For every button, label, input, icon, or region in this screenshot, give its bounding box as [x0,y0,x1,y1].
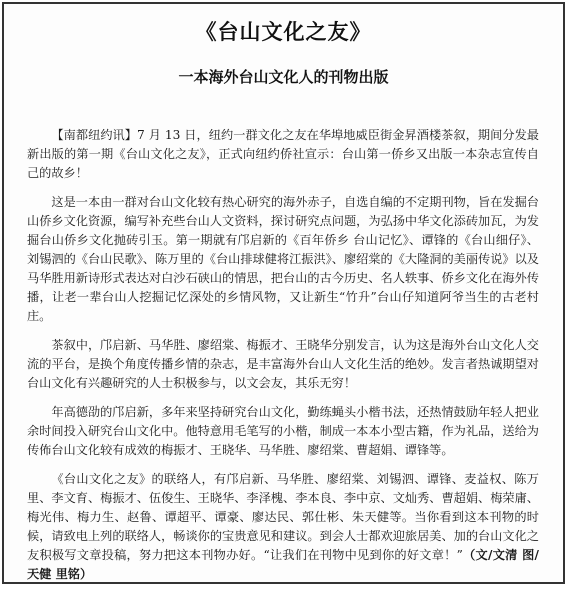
paragraph-1: 【南都纽约讯】7 月 13 日，纽约一群文化之友在华埠地威臣街金昇酒楼茶叙，期间分发最新出版的第一期《台山文化之友》，正式向纽约侨社宣示：台山第一侨乡又出版一本杂志宣传自己的故乡！ [27,128,539,180]
article-title: 《台山文化之友》 [195,19,372,44]
paragraph-5-text: 《台山文化之友》的联络人，有邝启新、马华胜、廖绍棠、刘锡泗、谭锋、麦益权、陈万里、李文育、梅振才、伍俊生、王晓华、李泽槐、李本良、李中京、文灿秀、曹超娟、梅荣庸、梅光伟、梅力生、赵鲁、谭超平、谭豪、廖达民、郭仕彬、朱天健等。当你看到这本刊物的时候，请致电上列的联络人，畅谈你的宝贵意见和建议。到会人士都欢迎旅居美、加的台山文化之友积极写文章投稿，努力把这本刊物办好。“让我们在刊物中见到你的好文章！” [27,472,539,562]
paragraph-3: 茶叙中，邝启新、马华胜、廖绍棠、梅振才、王晓华分别发言，认为这是海外台山文化人交流的平台，是换个角度传播乡情的杂志，是丰富海外台山人文化生活的绝妙。发言者热诚期望对台山文化有兴趣研究的人士积极参与，以文会友，其乐无穷！ [27,338,539,390]
paragraph-5 [27,470,539,584]
paragraph-4: 年高德劭的邝启新，多年来坚持研究台山文化，勤练蝇头小楷书法，还热情鼓励年轻人把业余时间投入研究台山文化中。他特意用毛笔写的小楷，制成一本本小型古籍，作为礼品，送给为传佈台山文化较有成效的梅振才、王晓华、马华胜、廖绍棠、曹超娟、谭锋等。 [27,405,539,457]
byline: （文/文清 图/天健 里铭） [27,548,539,581]
paragraph-2: 这是一本由一群对台山文化较有热心研究的海外赤子，自选自编的不定期刊物，旨在发掘台山侨乡文化资源，编写补充些台山人文资料，探讨研究点问题，为弘扬中华文化添砖加瓦，为发掘台山侨乡文化抛砖引玉。第一期就有邝启新的《百年侨乡 台山记忆》、谭锋的《台山细仔》、刘锡泗的《台山民歌》、陈万里的《台山排球健将江振洪》、廖绍棠的《大隆洞的美丽传说》以及马华胜用新诗形式表达对白沙石硖山的情思，把台山的古今历史、名人轶事、侨乡文化在海外传播，让老一辈台山人挖掘记忆深处的乡情风物，又让新生“竹升”台山仔知道阿爷当生的古老村庄。 [27,195,539,323]
article-subtitle: 一本海外台山文化人的刊物出版 [178,68,389,86]
article-page [2,2,565,584]
article-body [27,126,539,584]
